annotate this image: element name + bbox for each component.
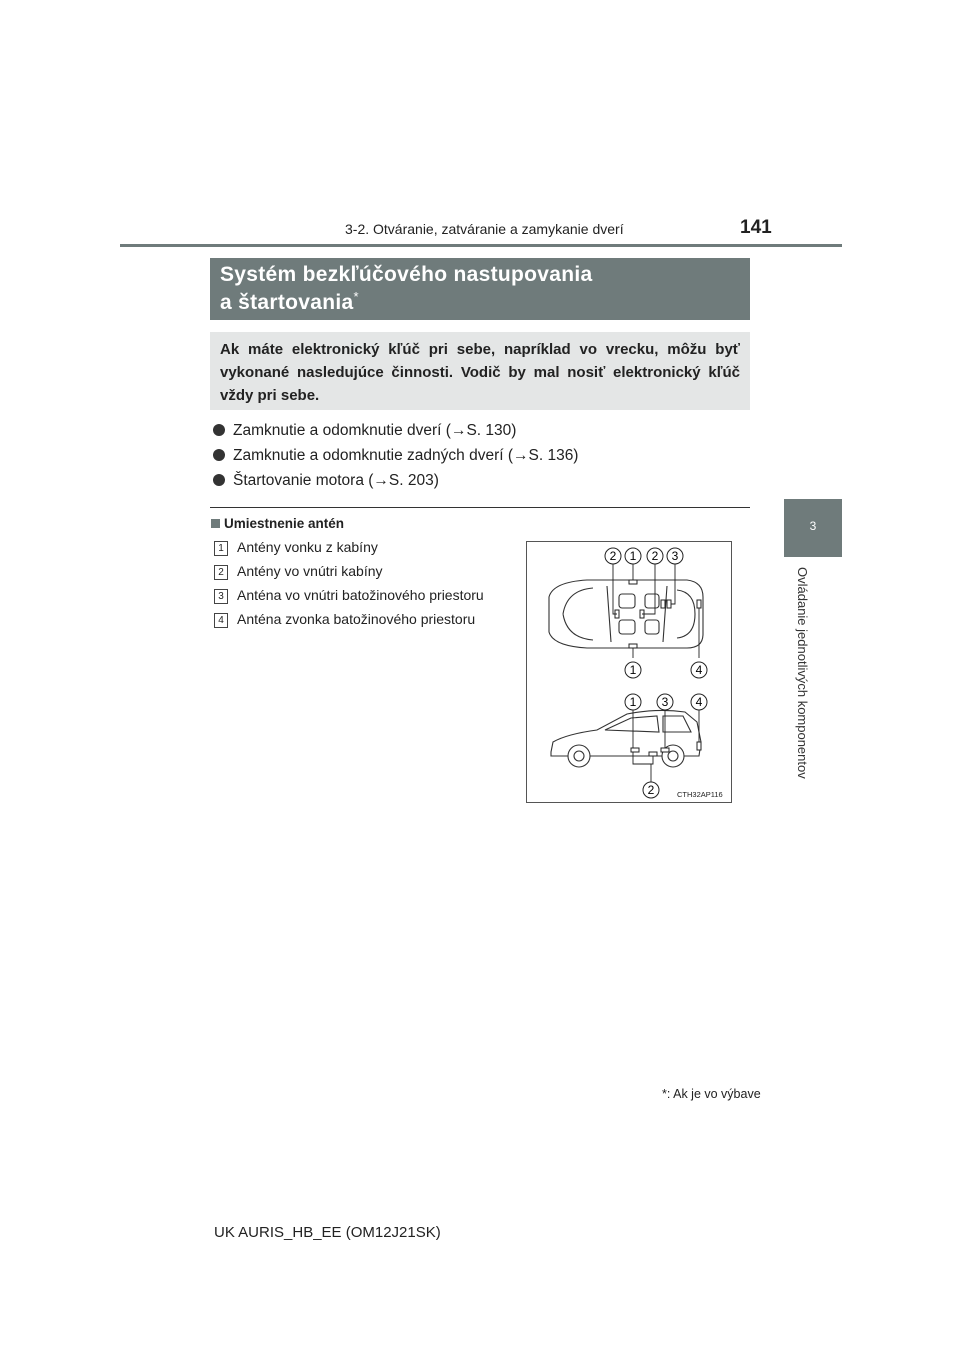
list-item — [214, 587, 484, 604]
topic-title-line2-text: a štartovania — [220, 291, 354, 314]
page-number: 141 — [740, 217, 772, 238]
callout-label: 4 — [695, 663, 703, 677]
bullet-item — [213, 447, 578, 465]
chapter-label: Ovládanie jednotlivých komponentov — [795, 567, 810, 779]
equipment-marker: * — [353, 289, 359, 304]
antenna-location-diagram — [526, 541, 732, 803]
car-antenna-illustration — [527, 542, 731, 802]
item-text: Antény vo vnútri kabíny — [237, 563, 383, 579]
callout-label: 1 — [629, 549, 637, 563]
bullet-item — [213, 472, 439, 490]
callout-label: 3 — [671, 549, 679, 563]
intro-box — [210, 332, 750, 410]
intro-text: Ak máte elektronický kľúč pri sebe, napríklad vo vrecku, môžu byť vykonané nasledujúce činnosti. Vodič by mal nosiť elektronický kľúč vždy pri sebe. — [220, 341, 740, 404]
callout-label: 3 — [661, 695, 669, 709]
bullet-dot-icon — [213, 474, 225, 486]
bullet-item — [213, 422, 516, 440]
car-side-view — [551, 710, 701, 767]
bullet-text: Štartovanie motora (→S. 203) — [233, 472, 439, 489]
section-title: 3-2. Otváranie, zatváranie a zamykanie dverí — [345, 221, 624, 237]
callouts-side — [625, 694, 707, 798]
callout-label: 2 — [647, 783, 655, 797]
chapter-number: 3 — [809, 519, 817, 533]
subsection-heading — [211, 516, 344, 531]
callout-label: 4 — [695, 695, 703, 709]
footnote: *: Ak je vo výbave — [662, 1087, 761, 1101]
item-text: Anténa vo vnútri batožinového priestoru — [237, 587, 484, 603]
bullet-text: Zamknutie a odomknutie zadných dverí (→S. 136) — [233, 447, 579, 464]
topic-title-box — [210, 258, 750, 320]
item-text: Anténa zvonka batožinového priestoru — [237, 611, 476, 627]
footer-model-code: UK AURIS_HB_EE (OM12J21SK) — [214, 1224, 441, 1241]
bullet-dot-icon — [213, 424, 225, 436]
bullet-dot-icon — [213, 449, 225, 461]
callout-leaders-side — [633, 708, 699, 782]
diagram-code: CTH32AP116 — [677, 790, 723, 799]
list-item — [214, 539, 378, 556]
square-bullet-icon — [211, 519, 220, 528]
bullet-text: Zamknutie a odomknutie dverí (→S. 130) — [233, 422, 517, 439]
callout-label: 2 — [651, 549, 659, 563]
chapter-tab — [784, 499, 842, 557]
header-rule — [120, 244, 842, 247]
subsection-heading-text: Umiestnenie antén — [224, 516, 345, 531]
callout-label: 2 — [609, 549, 617, 563]
antenna-marks-top — [615, 580, 701, 648]
topic-title-line1: Systém bezkľúčového nastupovania — [220, 263, 593, 286]
list-item — [214, 563, 383, 580]
topic-title-line2 — [220, 289, 359, 315]
list-item — [214, 611, 475, 628]
item-text: Antény vonku z kabíny — [237, 539, 378, 555]
callouts-top — [605, 548, 707, 678]
callout-leaders-top — [613, 562, 699, 658]
callout-label: 1 — [629, 695, 637, 709]
item-number: 4 — [214, 613, 228, 628]
item-number: 3 — [214, 589, 228, 604]
item-number: 2 — [214, 565, 228, 580]
item-number: 1 — [214, 541, 228, 556]
callout-label: 1 — [629, 663, 637, 677]
car-top-view — [549, 580, 703, 648]
section-rule — [210, 507, 750, 508]
